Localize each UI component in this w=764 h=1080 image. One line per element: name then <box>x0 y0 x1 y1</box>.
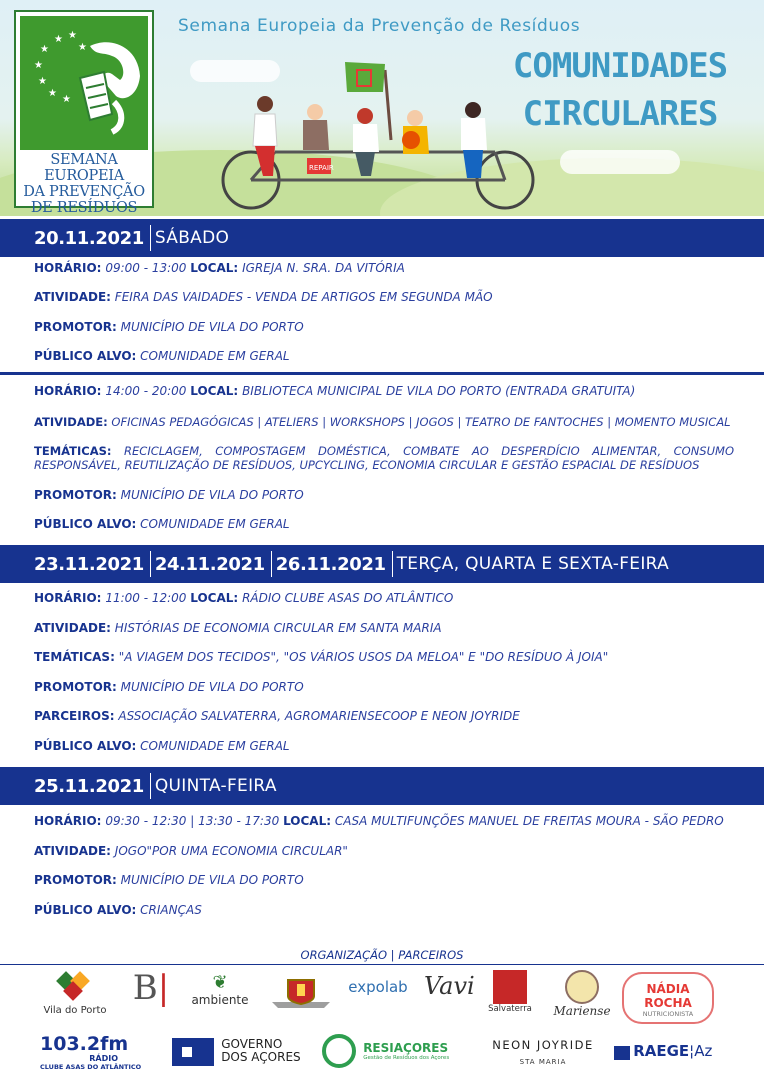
ewwr-logo <box>14 10 154 216</box>
date: 23.11.2021 <box>34 553 144 575</box>
label-publico: PÚBLICO ALVO: <box>34 903 137 917</box>
recycle-icon <box>322 1034 356 1068</box>
value-promotor: MUNICÍPIO DE VILA DO PORTO <box>120 488 304 502</box>
schedule-line <box>34 384 734 398</box>
svg-text:★: ★ <box>54 34 63 45</box>
value-horario: 14:00 - 20:00 <box>105 384 187 398</box>
date: 24.11.2021 <box>154 553 265 575</box>
mariense-logo <box>552 970 612 1018</box>
schedule-line <box>34 415 734 429</box>
svg-text:★: ★ <box>78 42 87 53</box>
vila-do-porto-logo <box>40 970 110 1016</box>
partner-name: 103.2fm <box>40 1033 129 1055</box>
radio-clube-asas-logo <box>40 1034 146 1071</box>
ambiente-logo <box>190 972 250 1007</box>
label-parceiros: PARCEIROS: <box>34 709 115 723</box>
weekday: TERÇA, QUARTA E SEXTA-FEIRA <box>396 554 670 574</box>
label-local: LOCAL: <box>190 384 239 398</box>
value-promotor: MUNICÍPIO DE VILA DO PORTO <box>120 873 304 887</box>
value-local: BIBLIOTECA MUNICIPAL DE VILA DO PORTO (ENTRADA GRATUITA) <box>242 384 636 398</box>
label-promotor: PROMOTOR: <box>34 873 117 887</box>
vavi-logo <box>424 972 474 1000</box>
partner-name: Az <box>694 1042 713 1060</box>
date-bar <box>0 767 764 805</box>
value-promotor: MUNICÍPIO DE VILA DO PORTO <box>120 320 304 334</box>
value-horario: 09:30 - 12:30 | 13:30 - 17:30 <box>105 814 280 828</box>
bar-separator <box>271 551 272 577</box>
schedule-line <box>34 903 734 917</box>
bar-separator <box>150 773 151 799</box>
label-atividade: ATIVIDADE: <box>34 844 111 858</box>
value-publico: COMUNIDADE EM GERAL <box>140 349 290 363</box>
value-promotor: MUNICÍPIO DE VILA DO PORTO <box>120 680 304 694</box>
header-subtitle: Semana Europeia da Prevenção de Resíduos <box>178 16 581 36</box>
repair-tag: REPAIR <box>309 164 334 172</box>
raege-az-logo: RAEGE¦Az <box>614 1042 734 1060</box>
schedule-line <box>34 621 734 635</box>
label-horario: HORÁRIO: <box>34 384 102 398</box>
partner-name: RAEGE <box>633 1042 690 1060</box>
salvaterra-emblem-icon <box>493 970 527 1004</box>
value-tematicas: RECICLAGEM, COMPOSTAGEM DOMÉSTICA, COMBATE AO DESPERDÍCIO ALIMENTAR, CONSUMO RESPONSÁVEL, REUTILIZAÇÃO DE RESÍDUOS, UPCYCLING, ECONOMIA CIRCULAR E GESTÃO ESPACIAL DE RESÍDUOS <box>34 444 734 472</box>
label-atividade: ATIVIDADE: <box>34 621 111 635</box>
azores-flag-icon <box>172 1038 214 1066</box>
logo-green-panel <box>20 16 148 150</box>
svg-text:★: ★ <box>62 94 71 105</box>
schedule-line <box>34 650 734 664</box>
eu-stars-hand-icon <box>20 16 148 150</box>
partner-subtitle: CLUBE ASAS DO ATLÂNTICO <box>40 1063 142 1071</box>
expolab-logo <box>346 978 410 996</box>
label-horario: HORÁRIO: <box>34 814 102 828</box>
crest-icon <box>268 974 334 1010</box>
bar-separator <box>150 225 151 251</box>
logo-caption-line: SEMANA EUROPEIA <box>44 152 124 184</box>
schedule-line <box>34 680 734 694</box>
value-horario: 09:00 - 13:00 <box>105 261 187 275</box>
vila-do-porto-emblem-icon <box>55 970 95 1002</box>
schedule-line <box>34 488 734 502</box>
raege-emblem-icon <box>614 1046 630 1060</box>
schedule-line <box>34 844 734 858</box>
schedule-line <box>34 349 734 363</box>
date-bar <box>0 545 764 583</box>
partner-subtitle: STA MARIA <box>519 1058 567 1066</box>
label-promotor: PROMOTOR: <box>34 488 117 502</box>
date-bar <box>0 219 764 257</box>
label-atividade: ATIVIDADE: <box>34 290 111 304</box>
logo-caption <box>18 152 150 216</box>
date: 26.11.2021 <box>275 553 386 575</box>
label-publico: PÚBLICO ALVO: <box>34 739 137 753</box>
partner-name: NEON JOYRIDE <box>492 1038 594 1052</box>
label-publico: PÚBLICO ALVO: <box>34 349 137 363</box>
cloud <box>560 150 680 174</box>
mariense-portrait-icon <box>565 970 599 1004</box>
event-divider <box>0 372 764 375</box>
label-tematicas: TEMÁTICAS: <box>34 650 115 664</box>
partner-name: NÁDIA ROCHA <box>644 982 692 1010</box>
label-tematicas: TEMÁTICAS: <box>34 444 112 458</box>
partners-heading: ORGANIZAÇÃO | PARCEIROS <box>300 948 464 962</box>
label-publico: PÚBLICO ALVO: <box>34 517 137 531</box>
label-horario: HORÁRIO: <box>34 591 102 605</box>
label-promotor: PROMOTOR: <box>34 320 117 334</box>
schedule-line <box>34 739 734 753</box>
value-publico: COMUNIDADE EM GERAL <box>140 739 290 753</box>
logo-caption-line: DE RESÍDUOS <box>30 200 138 216</box>
value-atividade: OFICINAS PEDAGÓGICAS | ATELIERS | WORKSHOPS | JOGOS | TEATRO DE FANTOCHES | MOMENTO MUSICAL <box>111 415 731 429</box>
partner-name: Vavi <box>424 972 475 1000</box>
value-tematicas: "A VIAGEM DOS TECIDOS", "OS VÁRIOS USOS DA MELOA" E "DO RESÍDUO À JOIA" <box>118 650 609 664</box>
svg-text:★: ★ <box>68 30 77 41</box>
weekday: SÁBADO <box>154 228 230 248</box>
leaf-icon: ❦ <box>212 972 228 993</box>
schedule-line <box>34 320 734 334</box>
label-horario: HORÁRIO: <box>34 261 102 275</box>
date: 25.11.2021 <box>34 775 144 797</box>
partner-subtitle: NUTRICIONISTA <box>642 1010 694 1018</box>
biblioteca-logo: B| <box>132 968 170 1008</box>
schedule-line <box>34 814 734 828</box>
schedule-line <box>34 517 734 531</box>
partner-name: DOS AÇORES <box>221 1050 301 1064</box>
schedule-line <box>34 290 734 304</box>
partner-name: GOVERNO <box>221 1037 283 1051</box>
value-parceiros: ASSOCIAÇÃO SALVATERRA, AGROMARIENSECOOP E NEON JOYRIDE <box>118 709 520 723</box>
neon-joyride-logo <box>484 1038 602 1066</box>
value-local: CASA MULTIFUNÇÕES MANUEL DE FREITAS MOURA - SÃO PEDRO <box>334 814 724 828</box>
value-atividade: FEIRA DAS VAIDADES - VENDA DE ARTIGOS EM SEGUNDA MÃO <box>114 290 493 304</box>
schedule-line <box>34 709 734 723</box>
resiacores-logo <box>322 1034 466 1068</box>
svg-text:★: ★ <box>40 44 49 55</box>
partner-subtitle: RÁDIO <box>89 1054 118 1063</box>
header-banner <box>0 0 764 216</box>
value-atividade: HISTÓRIAS DE ECONOMIA CIRCULAR EM SANTA MARIA <box>114 621 442 635</box>
nadia-rocha-logo <box>622 972 714 1024</box>
partner-name: Salvaterra <box>488 1004 532 1014</box>
partner-name: expolab <box>348 978 408 996</box>
title-line: CIRCULARES <box>522 94 718 134</box>
schedule-line <box>34 444 734 472</box>
date: 20.11.2021 <box>34 227 144 249</box>
label-promotor: PROMOTOR: <box>34 680 117 694</box>
bar-separator <box>392 551 393 577</box>
label-local: LOCAL: <box>190 261 239 275</box>
value-publico: CRIANÇAS <box>140 903 202 917</box>
partner-name: Mariense <box>553 1004 611 1018</box>
value-horario: 11:00 - 12:00 <box>105 591 187 605</box>
schedule-line <box>34 873 734 887</box>
value-local: IGREJA N. SRA. DA VITÓRIA <box>242 261 405 275</box>
tandem-bicycle-illustration <box>215 60 545 216</box>
partner-name: RESIAÇORES <box>363 1041 449 1055</box>
svg-text:★: ★ <box>38 76 47 87</box>
label-local: LOCAL: <box>190 591 239 605</box>
weekday: QUINTA-FEIRA <box>154 776 277 796</box>
label-atividade: ATIVIDADE: <box>34 415 108 429</box>
partner-subtitle: Gestão de Resíduos dos Açores <box>363 1055 450 1061</box>
schedule-line <box>34 591 734 605</box>
schedule-line <box>34 261 734 275</box>
value-publico: COMUNIDADE EM GERAL <box>140 517 290 531</box>
value-local: RÁDIO CLUBE ASAS DO ATLÂNTICO <box>242 591 454 605</box>
governo-acores-logo <box>172 1038 302 1066</box>
salvaterra-logo <box>488 970 532 1014</box>
bar-separator <box>150 551 151 577</box>
santa-casa-crest-logo <box>266 974 336 1013</box>
partner-name: Vila do Porto <box>43 1005 107 1016</box>
partners-divider <box>0 964 764 965</box>
partner-name: ambiente <box>191 993 249 1007</box>
svg-text:★: ★ <box>34 60 43 71</box>
title-line: COMUNIDADES <box>512 46 728 86</box>
partner-name: B <box>132 968 158 1008</box>
label-local: LOCAL: <box>283 814 332 828</box>
value-atividade: JOGO"POR UMA ECONOMIA CIRCULAR" <box>114 844 348 858</box>
svg-text:★: ★ <box>48 88 57 99</box>
logo-caption-line: DA PREVENÇÃO <box>23 184 145 200</box>
